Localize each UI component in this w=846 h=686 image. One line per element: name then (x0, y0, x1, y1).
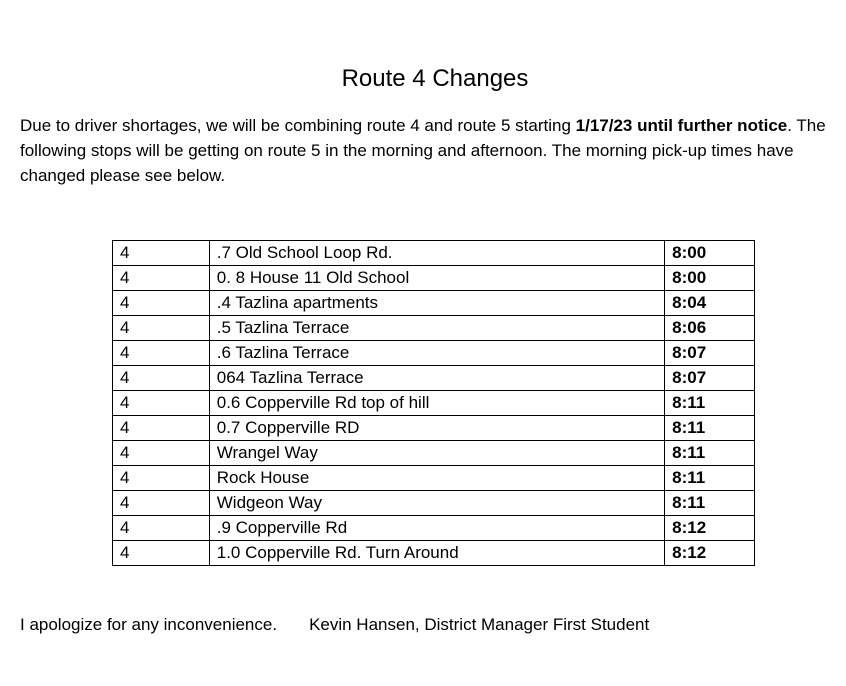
time-cell: 8:11 (665, 391, 755, 416)
route-cell: 4 (113, 366, 210, 391)
stop-cell: 0.7 Copperville RD (209, 416, 664, 441)
table-row (113, 266, 755, 291)
intro-bold-date: 1/17/23 until further notice (575, 116, 788, 135)
stop-cell: 064 Tazlina Terrace (209, 366, 664, 391)
time-cell: 8:07 (665, 341, 755, 366)
table-row (113, 316, 755, 341)
stop-cell: Widgeon Way (209, 491, 664, 516)
route-cell: 4 (113, 541, 210, 566)
signature-text: Kevin Hansen, District Manager First Student (309, 615, 650, 634)
table-row (113, 516, 755, 541)
stop-cell: 0. 8 House 11 Old School (209, 266, 664, 291)
route-cell: 4 (113, 416, 210, 441)
apology-text: I apologize for any inconvenience. (20, 615, 278, 634)
route-cell: 4 (113, 441, 210, 466)
route-cell: 4 (113, 491, 210, 516)
time-cell: 8:00 (665, 241, 755, 266)
intro-text-start: Due to driver shortages, we will be combining route 4 and route 5 starting (20, 116, 576, 135)
stops-table-body (113, 241, 755, 566)
time-cell: 8:07 (665, 366, 755, 391)
time-cell: 8:12 (665, 516, 755, 541)
time-cell: 8:04 (665, 291, 755, 316)
stop-cell: Rock House (209, 466, 664, 491)
time-cell: 8:11 (665, 491, 755, 516)
page-title: Route 4 Changes (341, 65, 529, 92)
time-cell: 8:00 (665, 266, 755, 291)
route-cell: 4 (113, 466, 210, 491)
intro-text-end: . The following stops will be getting on route 5 in the morning and afternoon. The morning pick-up times have changed please see below. (20, 116, 826, 185)
table-row (113, 366, 755, 391)
time-cell: 8:06 (665, 316, 755, 341)
intro-paragraph (20, 113, 830, 188)
table-row (113, 466, 755, 491)
route-cell: 4 (113, 516, 210, 541)
stop-cell: .5 Tazlina Terrace (209, 316, 664, 341)
stop-cell: .6 Tazlina Terrace (209, 341, 664, 366)
table-row (113, 441, 755, 466)
time-cell: 8:12 (665, 541, 755, 566)
time-cell: 8:11 (665, 416, 755, 441)
route-cell: 4 (113, 241, 210, 266)
time-cell: 8:11 (665, 466, 755, 491)
route-cell: 4 (113, 266, 210, 291)
stop-cell: .7 Old School Loop Rd. (209, 241, 664, 266)
stop-cell: .4 Tazlina apartments (209, 291, 664, 316)
stop-cell: .9 Copperville Rd (209, 516, 664, 541)
footer-line (20, 612, 649, 637)
table-row (113, 291, 755, 316)
stops-table (112, 240, 755, 566)
table-row (113, 416, 755, 441)
table-row (113, 391, 755, 416)
route-cell: 4 (113, 291, 210, 316)
stop-cell: Wrangel Way (209, 441, 664, 466)
stop-cell: 1.0 Copperville Rd. Turn Around (209, 541, 664, 566)
table-row (113, 241, 755, 266)
route-cell: 4 (113, 391, 210, 416)
stop-cell: 0.6 Copperville Rd top of hill (209, 391, 664, 416)
route-cell: 4 (113, 316, 210, 341)
table-row (113, 341, 755, 366)
table-row (113, 491, 755, 516)
table-row (113, 541, 755, 566)
route-cell: 4 (113, 341, 210, 366)
time-cell: 8:11 (665, 441, 755, 466)
